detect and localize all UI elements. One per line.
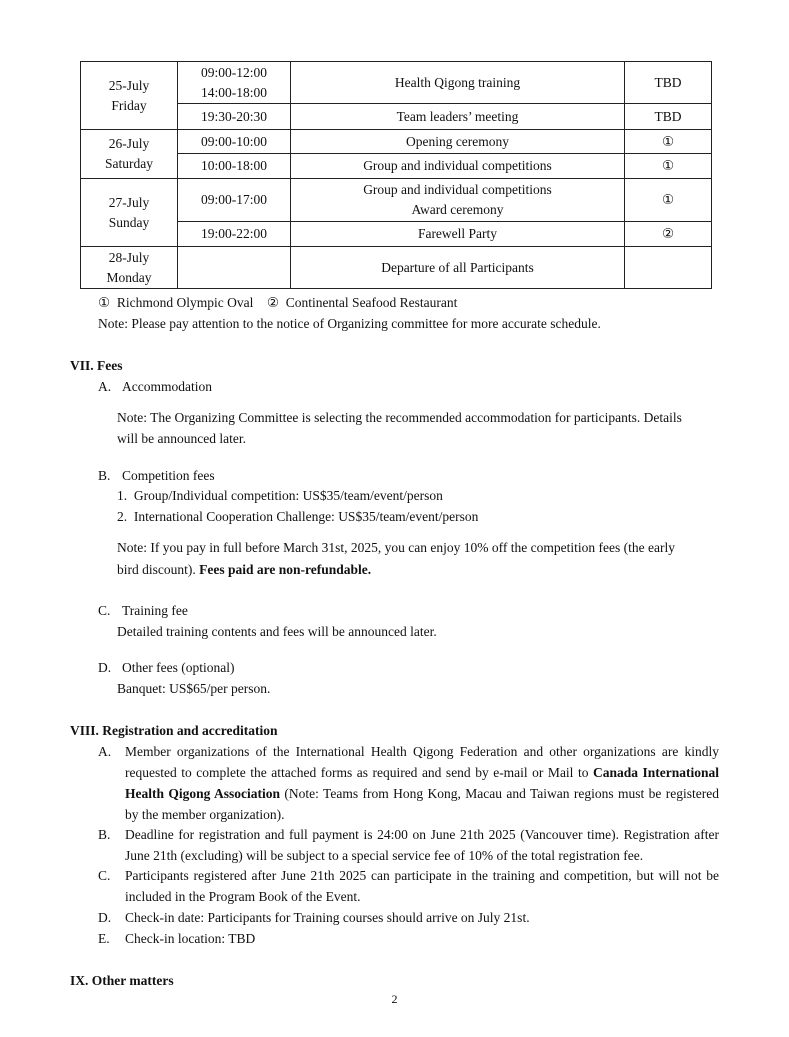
- event-cell: Farewell Party: [291, 222, 625, 247]
- weekday-label: Friday: [111, 97, 147, 113]
- venue-legend: ① Richmond Olympic Oval ② Continental Seafood Restaurant: [98, 295, 458, 310]
- fee-item: 2. International Cooperation Challenge: US$35/team/event/person: [117, 509, 479, 524]
- time-cell: [178, 247, 291, 289]
- registration-item-label: D.: [98, 910, 112, 925]
- non-refundable-note: Fees paid are non-refundable.: [199, 562, 372, 577]
- association-name: Canada International Health Qigong Association: [125, 765, 719, 801]
- event-cell: Team leaders’ meeting: [291, 104, 625, 130]
- venue-cell: TBD: [625, 104, 712, 130]
- fees-c-label: C.: [98, 603, 111, 618]
- venue-cell: ①: [625, 179, 712, 222]
- fee-item: 1. Group/Individual competition: US$35/team/event/person: [117, 488, 443, 503]
- registration-item-label: A.: [98, 744, 112, 759]
- fees-d-label: D.: [98, 660, 112, 675]
- day-cell: [81, 179, 178, 247]
- day-label: 27-July: [108, 194, 150, 210]
- day-label: 28-July: [108, 249, 150, 265]
- time-cell: 09:00-10:00: [178, 130, 291, 154]
- registration-text: (Note: Teams from Hong Kong, Macau and Taiwan regions must be registered by the member organization).: [125, 786, 719, 822]
- event-label: Award ceremony: [411, 202, 504, 217]
- fees-a-label: A.: [98, 379, 112, 394]
- weekday-label: Monday: [106, 269, 152, 285]
- event-cell: Opening ceremony: [291, 130, 625, 154]
- day-label: 26-July: [108, 136, 150, 151]
- section-heading-registration: VIII. Registration and accreditation: [70, 723, 278, 738]
- table-row: [81, 247, 712, 289]
- early-bird-note-line: Note: If you pay in full before March 31st, 2025, you can enjoy 10% off the competition fees (the early: [117, 540, 675, 555]
- registration-text: Member organizations of the International Health Qigong Federation and other organizations are kindly requested to complete the attached forms as required and send by e-mail or Mail to: [125, 744, 719, 780]
- event-cell: Group and individual competitions: [291, 154, 625, 179]
- time-cell: 09:00-17:00: [178, 179, 291, 222]
- page-number: 2: [391, 992, 398, 1006]
- section-heading-other: IX. Other matters: [70, 973, 174, 988]
- day-cell: [81, 247, 178, 289]
- time-cell: 19:00-22:00: [178, 222, 291, 247]
- early-bird-note-text: bird discount).: [117, 562, 196, 577]
- registration-item-text: Check-in date: Participants for Training courses should arrive on July 21st.: [125, 910, 530, 925]
- registration-item-text: Participants registered after June 21th 2025 can participate in the training and competition, but will not be included in the Program Book of the Event.: [125, 868, 719, 904]
- event-cell: Health Qigong training: [291, 62, 625, 104]
- registration-item-label: C.: [98, 868, 111, 883]
- banquet-text: Banquet: US$65/per person.: [117, 681, 271, 696]
- registration-item-text: Check-in location: TBD: [125, 931, 256, 946]
- registration-item-text: [125, 741, 719, 825]
- weekday-label: Sunday: [108, 214, 150, 230]
- time-label: 09:00-12:00: [201, 64, 267, 80]
- event-cell: [291, 179, 625, 222]
- time-label: 14:00-18:00: [201, 84, 267, 100]
- venue-cell: TBD: [625, 62, 712, 104]
- accommodation-note-line: will be announced later.: [117, 431, 246, 446]
- venue-cell: ①: [625, 154, 712, 179]
- venue-cell: [625, 247, 712, 289]
- fees-b-label: B.: [98, 468, 111, 483]
- event-label: Group and individual competitions: [363, 182, 552, 197]
- registration-item-text: Deadline for registration and full payment is 24:00 on June 21th 2025 (Vancouver time). Registration after June 21th (excluding) will be subject to a special service fee of 10% of the total registration fee.: [125, 827, 719, 863]
- accommodation-note-line: Note: The Organizing Committee is selecting the recommended accommodation for participants. Details: [117, 410, 682, 425]
- table-row: [81, 62, 712, 104]
- time-cell: 19:30-20:30: [178, 104, 291, 130]
- day-cell: [81, 130, 178, 179]
- venue-cell: ②: [625, 222, 712, 247]
- day-label: 25-July: [108, 77, 150, 93]
- event-cell: Departure of all Participants: [291, 247, 625, 289]
- table-row: [81, 179, 712, 222]
- registration-item-label: E.: [98, 931, 110, 946]
- early-bird-note-line: [117, 561, 371, 579]
- time-cell: [178, 62, 291, 104]
- table-row: [81, 130, 712, 154]
- weekday-label: Saturday: [105, 156, 153, 171]
- training-fee-text: Detailed training contents and fees will be announced later.: [117, 624, 437, 639]
- schedule-note: Note: Please pay attention to the notice of Organizing committee for more accurate schedule.: [98, 316, 601, 331]
- registration-item-label: B.: [98, 827, 111, 842]
- fees-a-title: Accommodation: [122, 379, 212, 394]
- fees-b-title: Competition fees: [122, 468, 215, 483]
- fees-c-title: Training fee: [122, 603, 188, 618]
- venue-cell: ①: [625, 130, 712, 154]
- section-heading-fees: VII. Fees: [70, 358, 123, 373]
- schedule-table: [80, 61, 712, 289]
- fees-d-title: Other fees (optional): [122, 660, 235, 675]
- day-cell: [81, 62, 178, 130]
- time-cell: 10:00-18:00: [178, 154, 291, 179]
